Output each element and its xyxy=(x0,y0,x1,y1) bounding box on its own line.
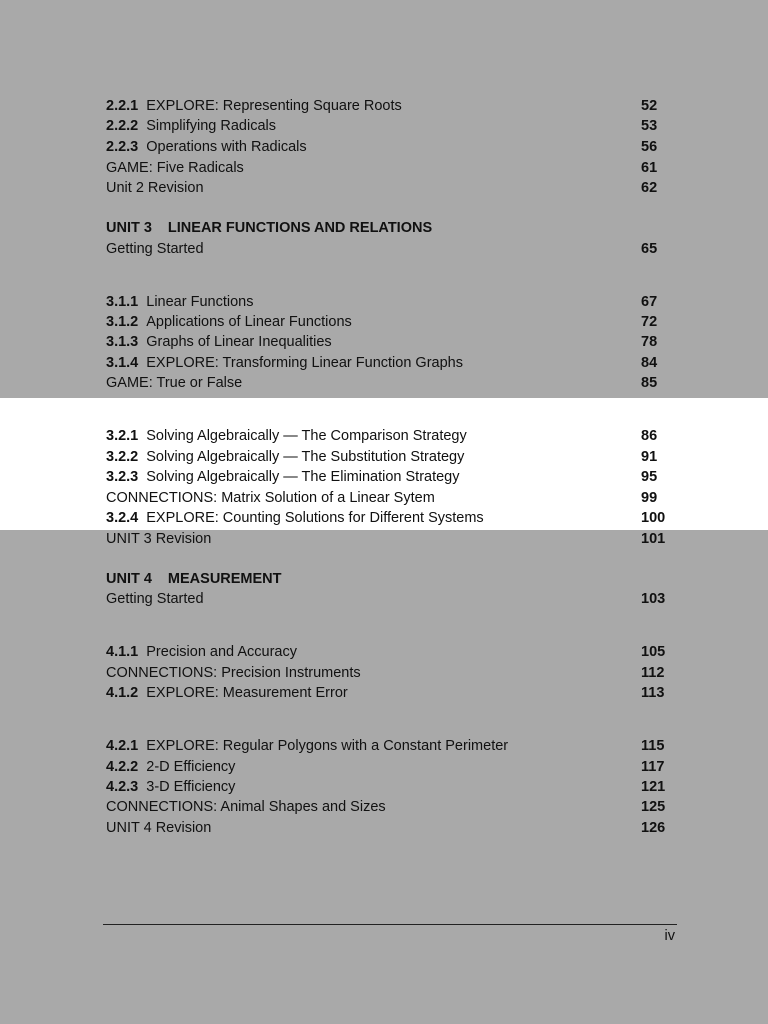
unit-label: UNIT 4 xyxy=(106,571,152,587)
entry-title: CONNECTIONS: Matrix Solution of a Linear Sytem xyxy=(106,490,435,506)
toc-entry xyxy=(106,158,666,178)
entry-number: 2.2.1 xyxy=(106,98,139,114)
toc-entry xyxy=(106,332,666,352)
entry-page: 78 xyxy=(641,334,658,350)
entry-page: 103 xyxy=(641,591,666,607)
entry-number: 3.2.1 xyxy=(106,428,139,444)
unit-title: LINEAR FUNCTIONS AND RELATIONS xyxy=(167,220,433,236)
toc-entry xyxy=(106,312,666,332)
toc-entry-getting-started xyxy=(106,239,666,259)
unit-heading xyxy=(106,569,282,589)
entry-page: 105 xyxy=(641,644,666,660)
entry-page: 62 xyxy=(641,180,658,196)
toc-entry xyxy=(106,683,666,703)
entry-number: 4.2.3 xyxy=(106,779,139,795)
unit-title: MEASUREMENT xyxy=(167,571,282,587)
entry-title: EXPLORE: Representing Square Roots xyxy=(146,98,402,114)
entry-page: 101 xyxy=(641,531,666,547)
entry-number: 4.2.1 xyxy=(106,738,139,754)
entry-number: 3.1.2 xyxy=(106,314,139,330)
toc-entry-getting-started xyxy=(106,589,666,609)
entry-page: 99 xyxy=(641,490,658,506)
entry-title: Applications of Linear Functions xyxy=(146,314,352,330)
entry-number: 3.1.3 xyxy=(106,334,139,350)
entry-title: 2-D Efficiency xyxy=(146,759,236,775)
entry-title: Solving Algebraically — The Elimination Strategy xyxy=(146,469,460,485)
entry-page: 84 xyxy=(641,355,658,371)
entry-title: EXPLORE: Measurement Error xyxy=(146,685,348,701)
toc-entry xyxy=(106,116,666,136)
entry-page: 95 xyxy=(641,469,658,485)
toc-entry xyxy=(106,178,666,198)
entry-number: 3.2.3 xyxy=(106,469,139,485)
entry-page: 67 xyxy=(641,294,658,310)
toc-entry xyxy=(106,467,666,487)
entry-page: 86 xyxy=(641,428,658,444)
toc-entry xyxy=(106,373,666,393)
entry-title: Simplifying Radicals xyxy=(146,118,276,134)
entry-page: 100 xyxy=(641,510,666,526)
entry-page: 85 xyxy=(641,375,658,391)
entry-number: 3.1.4 xyxy=(106,355,139,371)
entry-page: 91 xyxy=(641,449,658,465)
entry-page: 125 xyxy=(641,799,666,815)
entry-page: 112 xyxy=(641,665,665,681)
entry-title: EXPLORE: Counting Solutions for Different Systems xyxy=(146,510,484,526)
unit-label: UNIT 3 xyxy=(106,220,152,236)
entry-page: 115 xyxy=(641,738,665,754)
entry-title: Getting Started xyxy=(106,241,204,257)
entry-page: 53 xyxy=(641,118,658,134)
toc-entry xyxy=(106,797,666,817)
toc-entry xyxy=(106,642,666,662)
entry-page: 121 xyxy=(641,779,666,795)
entry-page: 126 xyxy=(641,820,666,836)
toc-entry xyxy=(106,757,666,777)
toc-entry xyxy=(106,508,666,528)
entry-number: 4.1.2 xyxy=(106,685,139,701)
entry-title: 3-D Efficiency xyxy=(146,779,236,795)
entry-number: 4.2.2 xyxy=(106,759,139,775)
entry-title: GAME: True or False xyxy=(106,375,243,391)
page-number: iv xyxy=(664,928,675,944)
entry-title: Graphs of Linear Inequalities xyxy=(146,334,332,350)
entry-title: Operations with Radicals xyxy=(146,139,307,155)
entry-title: GAME: Five Radicals xyxy=(106,160,244,176)
entry-number: 3.1.1 xyxy=(106,294,139,310)
entry-page: 113 xyxy=(641,685,665,701)
entry-title: Precision and Accuracy xyxy=(146,644,297,660)
toc-entry xyxy=(106,137,666,157)
toc-entry xyxy=(106,353,666,373)
entry-title: Linear Functions xyxy=(146,294,254,310)
toc-entry xyxy=(106,736,666,756)
entry-title: CONNECTIONS: Precision Instruments xyxy=(106,665,361,681)
entry-title: Getting Started xyxy=(106,591,204,607)
entry-page: 72 xyxy=(641,314,658,330)
entry-number: 2.2.3 xyxy=(106,139,139,155)
entry-title: EXPLORE: Transforming Linear Function Graphs xyxy=(146,355,463,371)
entry-title: UNIT 3 Revision xyxy=(106,531,212,547)
toc-entry xyxy=(106,96,666,116)
entry-page: 52 xyxy=(641,98,658,114)
entry-title: UNIT 4 Revision xyxy=(106,820,212,836)
entry-page: 117 xyxy=(641,759,665,775)
entry-title: CONNECTIONS: Animal Shapes and Sizes xyxy=(106,799,386,815)
entry-page: 61 xyxy=(641,160,658,176)
toc-entry xyxy=(106,818,666,838)
entry-title: Solving Algebraically — The Comparison Strategy xyxy=(146,428,467,444)
toc-entry xyxy=(106,488,666,508)
toc-entry xyxy=(106,529,666,549)
unit-heading xyxy=(106,218,432,238)
entry-number: 2.2.2 xyxy=(106,118,139,134)
entry-number: 4.1.1 xyxy=(106,644,139,660)
toc-entry xyxy=(106,426,666,446)
toc-entry xyxy=(106,663,666,683)
entry-number: 3.2.2 xyxy=(106,449,139,465)
entry-title: Solving Algebraically — The Substitution Strategy xyxy=(146,449,465,465)
footer-divider xyxy=(103,924,677,925)
entry-title: EXPLORE: Regular Polygons with a Constant Perimeter xyxy=(146,738,509,754)
entry-number: 3.2.4 xyxy=(106,510,139,526)
entry-page: 56 xyxy=(641,139,658,155)
entry-title: Unit 2 Revision xyxy=(106,180,204,196)
toc-entry xyxy=(106,292,666,312)
entry-page: 65 xyxy=(641,241,658,257)
toc-entry xyxy=(106,447,666,467)
toc-entry xyxy=(106,777,666,797)
